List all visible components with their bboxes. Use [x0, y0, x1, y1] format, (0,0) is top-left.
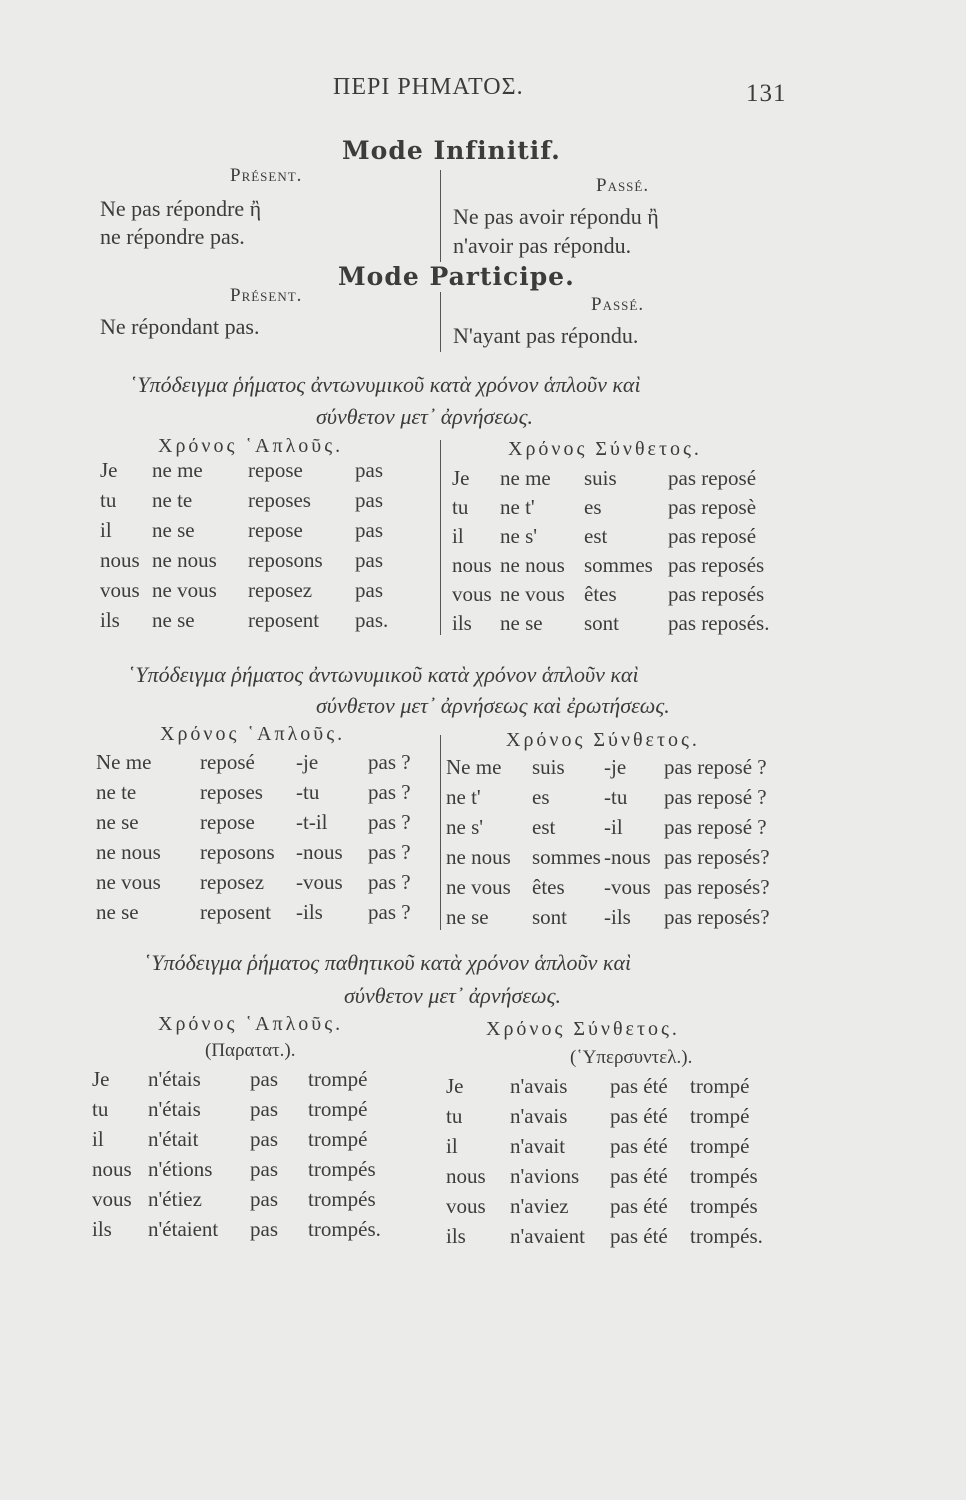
- conjugation-cell: pas.: [355, 608, 389, 632]
- conjugation-cell: ne vous: [152, 578, 217, 602]
- conjugation-cell: sommes: [584, 553, 653, 577]
- conjugation-cell: pas reposé ?: [664, 785, 767, 809]
- conjugation-cell: pas: [250, 1097, 278, 1121]
- mode-participe-title: Mode Participe.: [338, 262, 575, 291]
- conjugation-cell: -je: [604, 755, 627, 779]
- conjugation-cell: vous: [100, 578, 140, 602]
- example-1-heading-line-2: σύνθετον μετ᾽ ἀρνήσεως.: [316, 404, 534, 429]
- conjugation-cell: trompé: [690, 1134, 750, 1158]
- conjugation-cell: n'avions: [510, 1164, 580, 1188]
- conjugation-cell: reposent: [248, 608, 320, 632]
- conjugation-cell: ne me: [152, 458, 203, 482]
- conjugation-cell: nous: [446, 1164, 486, 1188]
- example-2-heading-line-1: ῾Υπόδειγμα ῥήματος ἀντωνυμικοῦ κατὰ χρόνον ἁπλοῦν καὶ: [128, 662, 639, 687]
- conjugation-cell: -je: [296, 750, 319, 774]
- participe-present-label: Présent.: [230, 285, 303, 306]
- conjugation-cell: ne t': [446, 785, 481, 809]
- conjugation-cell: pas ?: [368, 900, 411, 924]
- infinitif-present-line-2: ne répondre pas.: [100, 224, 245, 249]
- conjugation-cell: trompé: [308, 1127, 368, 1151]
- example-3-right-heading: Χρόνος Σύνθετος.: [486, 1018, 680, 1040]
- conjugation-cell: pas: [250, 1157, 278, 1181]
- conjugation-cell: tu: [92, 1097, 109, 1121]
- conjugation-cell: -vous: [604, 875, 651, 899]
- conjugation-cell: trompé: [690, 1074, 750, 1098]
- conjugation-cell: trompés: [308, 1187, 376, 1211]
- infinitif-present-label: Présent.: [230, 165, 303, 186]
- conjugation-cell: n'aviez: [510, 1194, 569, 1218]
- conjugation-cell: ne nous: [96, 840, 161, 864]
- conjugation-cell: repose: [200, 810, 255, 834]
- infinitif-passe-label: Passé.: [596, 175, 650, 196]
- running-title: ΠΕΡΙ ΡΗΜΑΤΟΣ.: [333, 74, 524, 100]
- conjugation-cell: ne nous: [500, 553, 565, 577]
- conjugation-cell: pas: [250, 1217, 278, 1241]
- conjugation-cell: trompés.: [308, 1217, 381, 1241]
- conjugation-cell: repose: [248, 458, 303, 482]
- conjugation-cell: suis: [532, 755, 565, 779]
- conjugation-cell: n'avais: [510, 1104, 568, 1128]
- example-3-heading-line-2: σύνθετον μετ᾽ ἀρνήσεως.: [344, 983, 562, 1008]
- conjugation-cell: il: [92, 1127, 104, 1151]
- conjugation-cell: il: [452, 524, 464, 548]
- conjugation-cell: trompés: [690, 1164, 758, 1188]
- participe-passe-line: N'ayant pas répondu.: [453, 323, 639, 348]
- example-2-heading-line-2: σύνθετον μετ᾽ ἀρνήσεως καὶ ἐρωτήσεως.: [316, 693, 670, 718]
- conjugation-cell: vous: [446, 1194, 486, 1218]
- conjugation-cell: pas été: [610, 1104, 668, 1128]
- conjugation-cell: pas reposés?: [664, 845, 770, 869]
- conjugation-cell: pas ?: [368, 810, 411, 834]
- column-divider: [440, 292, 441, 352]
- conjugation-cell: ne se: [96, 900, 139, 924]
- conjugation-cell: êtes: [584, 582, 617, 606]
- conjugation-cell: suis: [584, 466, 617, 490]
- conjugation-cell: sommes: [532, 845, 601, 869]
- conjugation-cell: reposez: [200, 870, 265, 894]
- conjugation-cell: tu: [452, 495, 469, 519]
- conjugation-cell: ne te: [96, 780, 137, 804]
- example-3-right-subheading: (῾Υπερσυντελ.).: [570, 1047, 693, 1068]
- conjugation-cell: pas été: [610, 1224, 668, 1248]
- conjugation-cell: pas reposés?: [664, 905, 770, 929]
- conjugation-cell: -ils: [296, 900, 323, 924]
- conjugation-cell: il: [446, 1134, 458, 1158]
- conjugation-cell: ne me: [500, 466, 551, 490]
- conjugation-cell: trompé: [308, 1067, 368, 1091]
- example-2-left-heading: Χρόνος ῾Απλοῦς.: [160, 723, 346, 745]
- conjugation-cell: trompés: [690, 1194, 758, 1218]
- conjugation-cell: sont: [532, 905, 568, 929]
- conjugation-cell: trompé: [690, 1104, 750, 1128]
- conjugation-cell: repose: [248, 518, 303, 542]
- conjugation-cell: n'étais: [148, 1067, 201, 1091]
- conjugation-cell: tu: [100, 488, 117, 512]
- conjugation-cell: es: [532, 785, 550, 809]
- example-2-right-heading: Χρόνος Σύνθετος.: [506, 729, 700, 751]
- conjugation-cell: pas: [250, 1067, 278, 1091]
- conjugation-cell: -il: [604, 815, 623, 839]
- conjugation-cell: reposons: [248, 548, 323, 572]
- conjugation-cell: ne vous: [96, 870, 161, 894]
- conjugation-cell: -ils: [604, 905, 631, 929]
- conjugation-cell: êtes: [532, 875, 565, 899]
- conjugation-cell: pas: [250, 1187, 278, 1211]
- infinitif-passe-line-1: Ne pas avoir répondu ἢ: [453, 204, 659, 229]
- conjugation-cell: pas reposés?: [664, 875, 770, 899]
- conjugation-cell: n'étaient: [148, 1217, 219, 1241]
- participe-present-line: Ne répondant pas.: [100, 314, 260, 339]
- conjugation-cell: ne se: [500, 611, 543, 635]
- conjugation-cell: pas reposés.: [668, 611, 770, 635]
- conjugation-cell: n'étiez: [148, 1187, 202, 1211]
- conjugation-cell: pas ?: [368, 870, 411, 894]
- conjugation-cell: es: [584, 495, 602, 519]
- conjugation-cell: -t-il: [296, 810, 328, 834]
- conjugation-cell: -tu: [604, 785, 628, 809]
- conjugation-cell: reposes: [200, 780, 263, 804]
- conjugation-cell: est: [532, 815, 556, 839]
- page-number: 131: [746, 80, 787, 107]
- conjugation-cell: n'étais: [148, 1097, 201, 1121]
- conjugation-cell: pas: [355, 548, 383, 572]
- conjugation-cell: -tu: [296, 780, 320, 804]
- conjugation-cell: ne se: [96, 810, 139, 834]
- column-divider: [440, 735, 441, 930]
- column-divider: [440, 440, 441, 635]
- conjugation-cell: pas reposés: [668, 553, 765, 577]
- conjugation-cell: trompé: [308, 1097, 368, 1121]
- infinitif-present-line-1: Ne pas répondre ἢ: [100, 196, 262, 221]
- participe-passe-label: Passé.: [591, 294, 645, 315]
- conjugation-cell: reposé: [200, 750, 255, 774]
- conjugation-cell: ne se: [152, 608, 195, 632]
- conjugation-cell: pas été: [610, 1194, 668, 1218]
- conjugation-cell: n'était: [148, 1127, 199, 1151]
- conjugation-cell: pas été: [610, 1074, 668, 1098]
- example-3-left-subheading: (Παρατατ.).: [205, 1040, 296, 1061]
- conjugation-cell: -vous: [296, 870, 343, 894]
- conjugation-cell: il: [100, 518, 112, 542]
- column-divider: [440, 170, 441, 262]
- conjugation-cell: est: [584, 524, 608, 548]
- conjugation-cell: Ne me: [446, 755, 502, 779]
- conjugation-cell: ne s': [446, 815, 484, 839]
- conjugation-cell: pas ?: [368, 780, 411, 804]
- conjugation-cell: pas reposé ?: [664, 815, 767, 839]
- conjugation-cell: pas: [355, 518, 383, 542]
- example-1-heading-line-1: ῾Υπόδειγμα ῥήματος ἀντωνυμικοῦ κατὰ χρόνον ἁπλοῦν καὶ: [130, 372, 641, 397]
- conjugation-cell: pas reposés: [668, 582, 765, 606]
- conjugation-cell: sont: [584, 611, 620, 635]
- conjugation-cell: pas été: [610, 1164, 668, 1188]
- example-3-heading-line-1: ῾Υπόδειγμα ῥήματος παθητικοῦ κατὰ χρόνον ἁπλοῦν καὶ: [144, 950, 632, 975]
- conjugation-cell: pas reposé ?: [664, 755, 767, 779]
- conjugation-cell: pas été: [610, 1134, 668, 1158]
- conjugation-cell: Je: [100, 458, 118, 482]
- conjugation-cell: Je: [452, 466, 470, 490]
- conjugation-cell: ils: [452, 611, 472, 635]
- conjugation-cell: ne nous: [152, 548, 217, 572]
- conjugation-cell: reposons: [200, 840, 275, 864]
- conjugation-cell: ne s': [500, 524, 538, 548]
- conjugation-cell: ne nous: [446, 845, 511, 869]
- conjugation-cell: Ne me: [96, 750, 152, 774]
- conjugation-cell: nous: [92, 1157, 132, 1181]
- conjugation-cell: pas reposè: [668, 495, 757, 519]
- conjugation-cell: pas: [355, 488, 383, 512]
- infinitif-passe-line-2: n'avoir pas répondu.: [453, 233, 632, 258]
- conjugation-cell: ne vous: [446, 875, 511, 899]
- conjugation-cell: vous: [452, 582, 492, 606]
- conjugation-cell: ne se: [152, 518, 195, 542]
- conjugation-cell: ils: [92, 1217, 112, 1241]
- conjugation-cell: n'avait: [510, 1134, 566, 1158]
- conjugation-cell: Je: [446, 1074, 464, 1098]
- conjugation-cell: pas ?: [368, 750, 411, 774]
- conjugation-cell: tu: [446, 1104, 463, 1128]
- conjugation-cell: reposent: [200, 900, 272, 924]
- conjugation-cell: nous: [100, 548, 140, 572]
- mode-infinitif-title: Mode Infinitif.: [342, 136, 561, 165]
- conjugation-cell: nous: [452, 553, 492, 577]
- conjugation-cell: ne t': [500, 495, 535, 519]
- example-1-left-heading: Χρόνος ῾Απλοῦς.: [158, 435, 344, 457]
- conjugation-cell: ils: [100, 608, 120, 632]
- conjugation-cell: pas: [250, 1127, 278, 1151]
- conjugation-cell: -nous: [604, 845, 651, 869]
- conjugation-cell: -nous: [296, 840, 343, 864]
- conjugation-cell: trompés: [308, 1157, 376, 1181]
- example-1-right-heading: Χρόνος Σύνθετος.: [508, 438, 702, 460]
- example-3-left-heading: Χρόνος ῾Απλοῦς.: [158, 1013, 344, 1035]
- conjugation-cell: trompés.: [690, 1224, 763, 1248]
- conjugation-cell: pas: [355, 458, 383, 482]
- conjugation-cell: pas reposé: [668, 466, 757, 490]
- conjugation-cell: pas: [355, 578, 383, 602]
- conjugation-cell: pas ?: [368, 840, 411, 864]
- conjugation-cell: ils: [446, 1224, 466, 1248]
- conjugation-cell: Je: [92, 1067, 110, 1091]
- conjugation-cell: reposez: [248, 578, 313, 602]
- conjugation-cell: n'étions: [148, 1157, 213, 1181]
- conjugation-cell: ne vous: [500, 582, 565, 606]
- conjugation-cell: vous: [92, 1187, 132, 1211]
- conjugation-cell: ne te: [152, 488, 193, 512]
- conjugation-cell: pas reposé: [668, 524, 757, 548]
- conjugation-cell: reposes: [248, 488, 311, 512]
- conjugation-cell: n'avais: [510, 1074, 568, 1098]
- conjugation-cell: n'avaient: [510, 1224, 585, 1248]
- conjugation-cell: ne se: [446, 905, 489, 929]
